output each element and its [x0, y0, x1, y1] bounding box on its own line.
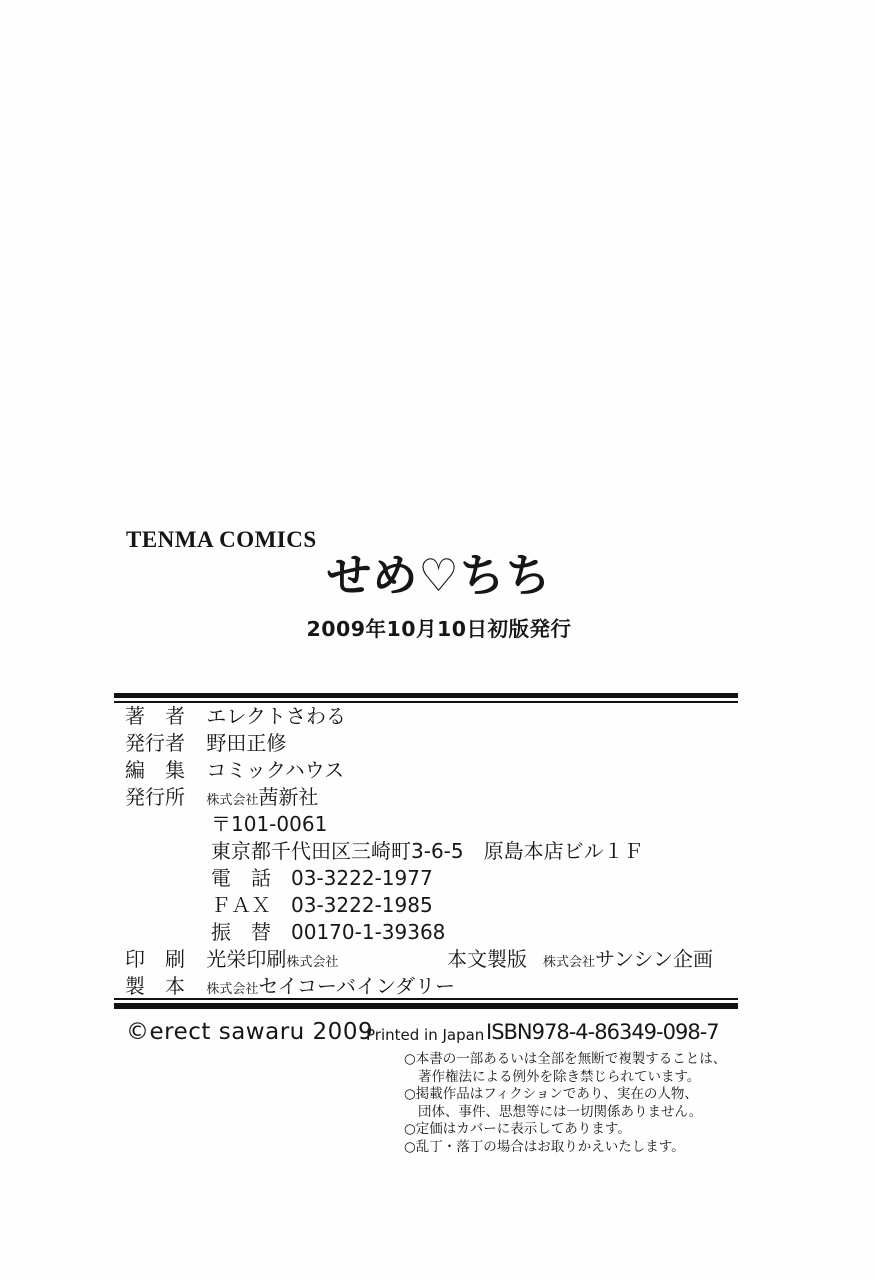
fax-number: 03-3222-1985: [291, 893, 433, 917]
printing-company: 光栄印刷: [206, 947, 287, 971]
binding-company: セイコーバインダリー: [258, 974, 456, 998]
fax-row: [114, 892, 738, 919]
author-row: [114, 703, 738, 730]
copyright-notice: ©erect sawaru 2009: [126, 1019, 374, 1045]
address: 東京都千代田区三崎町3-6-5 原島本店ビル１Ｆ: [211, 839, 644, 863]
notice-line: ○定価はカバーに表示してあります。: [404, 1121, 631, 1138]
transfer-row: [114, 919, 738, 946]
edition-date: 2009年10月10日初版発行: [306, 616, 572, 641]
notice-line: ○本書の一部あるいは全部を無断で複製することは、: [404, 1051, 727, 1067]
notice-line: ○乱丁・落丁の場合はお取りかえいたします。: [404, 1138, 685, 1155]
editor-row: [114, 757, 738, 784]
binding-label: 製 本: [125, 974, 185, 998]
editor-label: 編 集: [125, 758, 185, 782]
typesetting-company: サンシン企画: [595, 947, 714, 971]
publishing-office-name: [206, 784, 318, 814]
publisher-label: 発行者: [125, 731, 185, 755]
publisher-name: 野田正修: [206, 731, 287, 755]
phone-label: 電 話: [211, 866, 271, 890]
postal-code: 〒101-0061: [211, 812, 328, 836]
publishing-office-label: 発行所: [125, 785, 185, 809]
title-block: [114, 550, 738, 642]
book-title: せめ♡ちち: [326, 549, 552, 602]
author-name: エレクトさわる: [206, 704, 346, 728]
phone-group: [211, 865, 433, 892]
typesetting-group: [447, 946, 713, 976]
address-row: [114, 838, 738, 865]
printing-company-group: [206, 946, 338, 976]
author-label: 著 者: [125, 704, 185, 728]
transfer-group: [211, 919, 445, 946]
printed-in-label: Printed in Japan: [366, 1026, 485, 1044]
postal-code-row: [114, 811, 738, 838]
fax-label: ＦＡＸ: [211, 893, 271, 917]
notice-line: ○掲載作品はフィクションであり、実在の人物、: [404, 1086, 698, 1103]
office-company: 茜新社: [258, 785, 319, 809]
corp-prefix: 株式会社: [206, 982, 259, 997]
printing-label: 印 刷: [125, 947, 185, 971]
colophon-table: [114, 703, 738, 1000]
isbn-number: ISBN978-4-86349-098-7: [486, 1020, 719, 1044]
divider-double-bottom: [114, 998, 738, 1009]
fax-group: [211, 892, 433, 919]
notice-line: 著作権法による例外を除き禁じられています。: [418, 1068, 701, 1085]
transfer-label: 振 替: [211, 920, 271, 944]
typesetting-label: 本文製版: [447, 947, 527, 971]
printing-row: [114, 946, 738, 973]
notice-line: 団体、事件、思想等には一切関係ありません。: [418, 1103, 703, 1120]
legal-notices: [404, 1051, 744, 1157]
transfer-number: 00170-1-39368: [291, 920, 446, 944]
binding-row: [114, 973, 738, 1000]
divider-double-top: [114, 693, 738, 703]
phone-row: [114, 865, 738, 892]
corp-suffix: 株式会社: [286, 955, 339, 970]
series-logo: TENMA COMICS: [126, 527, 317, 552]
corp-prefix: 株式会社: [543, 955, 596, 970]
corp-prefix: 株式会社: [206, 793, 259, 808]
phone-number: 03-3222-1977: [291, 866, 433, 890]
publisher-row: [114, 730, 738, 757]
publishing-office-row: [114, 784, 738, 811]
editor-name: コミックハウス: [206, 758, 345, 782]
